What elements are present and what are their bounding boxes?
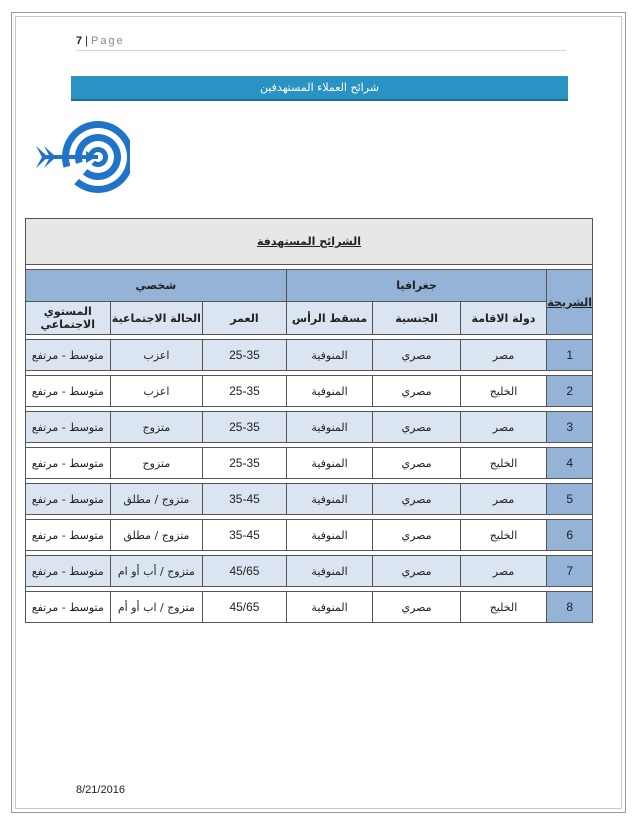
table-cell: الخليج <box>460 448 547 479</box>
table-cell: اعزب <box>110 376 203 407</box>
segments-table <box>25 218 593 623</box>
table-cell: متوسط - مرتفع <box>26 376 111 407</box>
table-row <box>26 340 593 371</box>
table-cell: متزوج <box>110 448 203 479</box>
col-nationality-header: الجنسية <box>373 302 460 335</box>
table-cell: مصري <box>373 376 460 407</box>
table-cell: 25-35 <box>203 376 286 407</box>
table-cell: متزوج / اب أو أم <box>110 592 203 623</box>
table-cell: مصري <box>373 592 460 623</box>
table-cell: متوسط - مرتفع <box>26 412 111 443</box>
table-cell: متوسط - مرتفع <box>26 484 111 515</box>
table-cell: الخليج <box>460 376 547 407</box>
table-cell: 25-35 <box>203 448 286 479</box>
table-cell: مصر <box>460 412 547 443</box>
table-cell: متوسط - مرتفع <box>26 556 111 587</box>
table-cell: مصري <box>373 556 460 587</box>
table-cell: مصر <box>460 340 547 371</box>
table-cell: المنوفية <box>286 412 373 443</box>
table-cell: متزوج / أب أو ام <box>110 556 203 587</box>
col-age-header: العمر <box>203 302 286 335</box>
table-cell: مصر <box>460 556 547 587</box>
table-body <box>26 335 593 623</box>
segment-header: الشريحة <box>547 270 593 335</box>
table-row <box>26 448 593 479</box>
table-cell: الخليج <box>460 592 547 623</box>
page-word: Page <box>90 35 125 47</box>
table-cell: 35-45 <box>203 520 286 551</box>
table-cell: مصري <box>373 340 460 371</box>
table-row <box>26 412 593 443</box>
table-row <box>26 556 593 587</box>
table-cell: المنوفية <box>286 520 373 551</box>
table-cell: المنوفية <box>286 484 373 515</box>
table-cell: 35-45 <box>203 484 286 515</box>
table-cell: متوسط - مرتفع <box>26 592 111 623</box>
section-banner <box>71 76 568 101</box>
group-geo-header: جغرافيا <box>286 270 547 302</box>
table-cell: مصر <box>460 484 547 515</box>
segment-number: 4 <box>547 448 593 479</box>
table-cell: متزوج / مطلق <box>110 520 203 551</box>
segment-number: 3 <box>547 412 593 443</box>
segment-number: 7 <box>547 556 593 587</box>
table-cell: 25-35 <box>203 412 286 443</box>
table-title: الشرائح المستهدفة <box>26 219 593 265</box>
table-cell: مصري <box>373 412 460 443</box>
table-cell: المنوفية <box>286 376 373 407</box>
table-cell: متزوج / مطلق <box>110 484 203 515</box>
col-marital-header: الحالة الاجتماعية <box>110 302 203 335</box>
header-rule <box>76 50 566 51</box>
table-cell: مصري <box>373 520 460 551</box>
target-arrow-icon <box>30 112 130 212</box>
segment-number: 8 <box>547 592 593 623</box>
table-cell: متوسط - مرتفع <box>26 448 111 479</box>
table-row <box>26 376 593 407</box>
table-cell: متوسط - مرتفع <box>26 520 111 551</box>
col-birthplace-header: مسقط الرأس <box>286 302 373 335</box>
page-number: 7 <box>76 35 83 47</box>
segment-number: 6 <box>547 520 593 551</box>
segment-number: 2 <box>547 376 593 407</box>
table-cell: 45/65 <box>203 556 286 587</box>
page-header <box>76 35 125 47</box>
table-cell: متزوج <box>110 412 203 443</box>
footer-date: 8/21/2016 <box>76 784 125 796</box>
table-cell: اعزب <box>110 340 203 371</box>
table-cell: الخليج <box>460 520 547 551</box>
table-row <box>26 592 593 623</box>
col-residence-header: دولة الاقامة <box>460 302 547 335</box>
table-row <box>26 484 593 515</box>
table-cell: مصري <box>373 448 460 479</box>
table-cell: مصري <box>373 484 460 515</box>
table-cell: المنوفية <box>286 340 373 371</box>
table-cell: 25-35 <box>203 340 286 371</box>
col-social-header: المستوي الاجتماعي <box>26 302 111 335</box>
table-cell: المنوفية <box>286 592 373 623</box>
segment-number: 1 <box>547 340 593 371</box>
table-cell: المنوفية <box>286 448 373 479</box>
page-separator: | <box>85 35 88 47</box>
table-cell: 45/65 <box>203 592 286 623</box>
segment-number: 5 <box>547 484 593 515</box>
table-cell: متوسط - مرتفع <box>26 340 111 371</box>
banner-title: شرائح العملاء المستهدفين <box>259 81 379 94</box>
table-row <box>26 520 593 551</box>
group-personal-header: شخصي <box>26 270 287 302</box>
table-cell: المنوفية <box>286 556 373 587</box>
